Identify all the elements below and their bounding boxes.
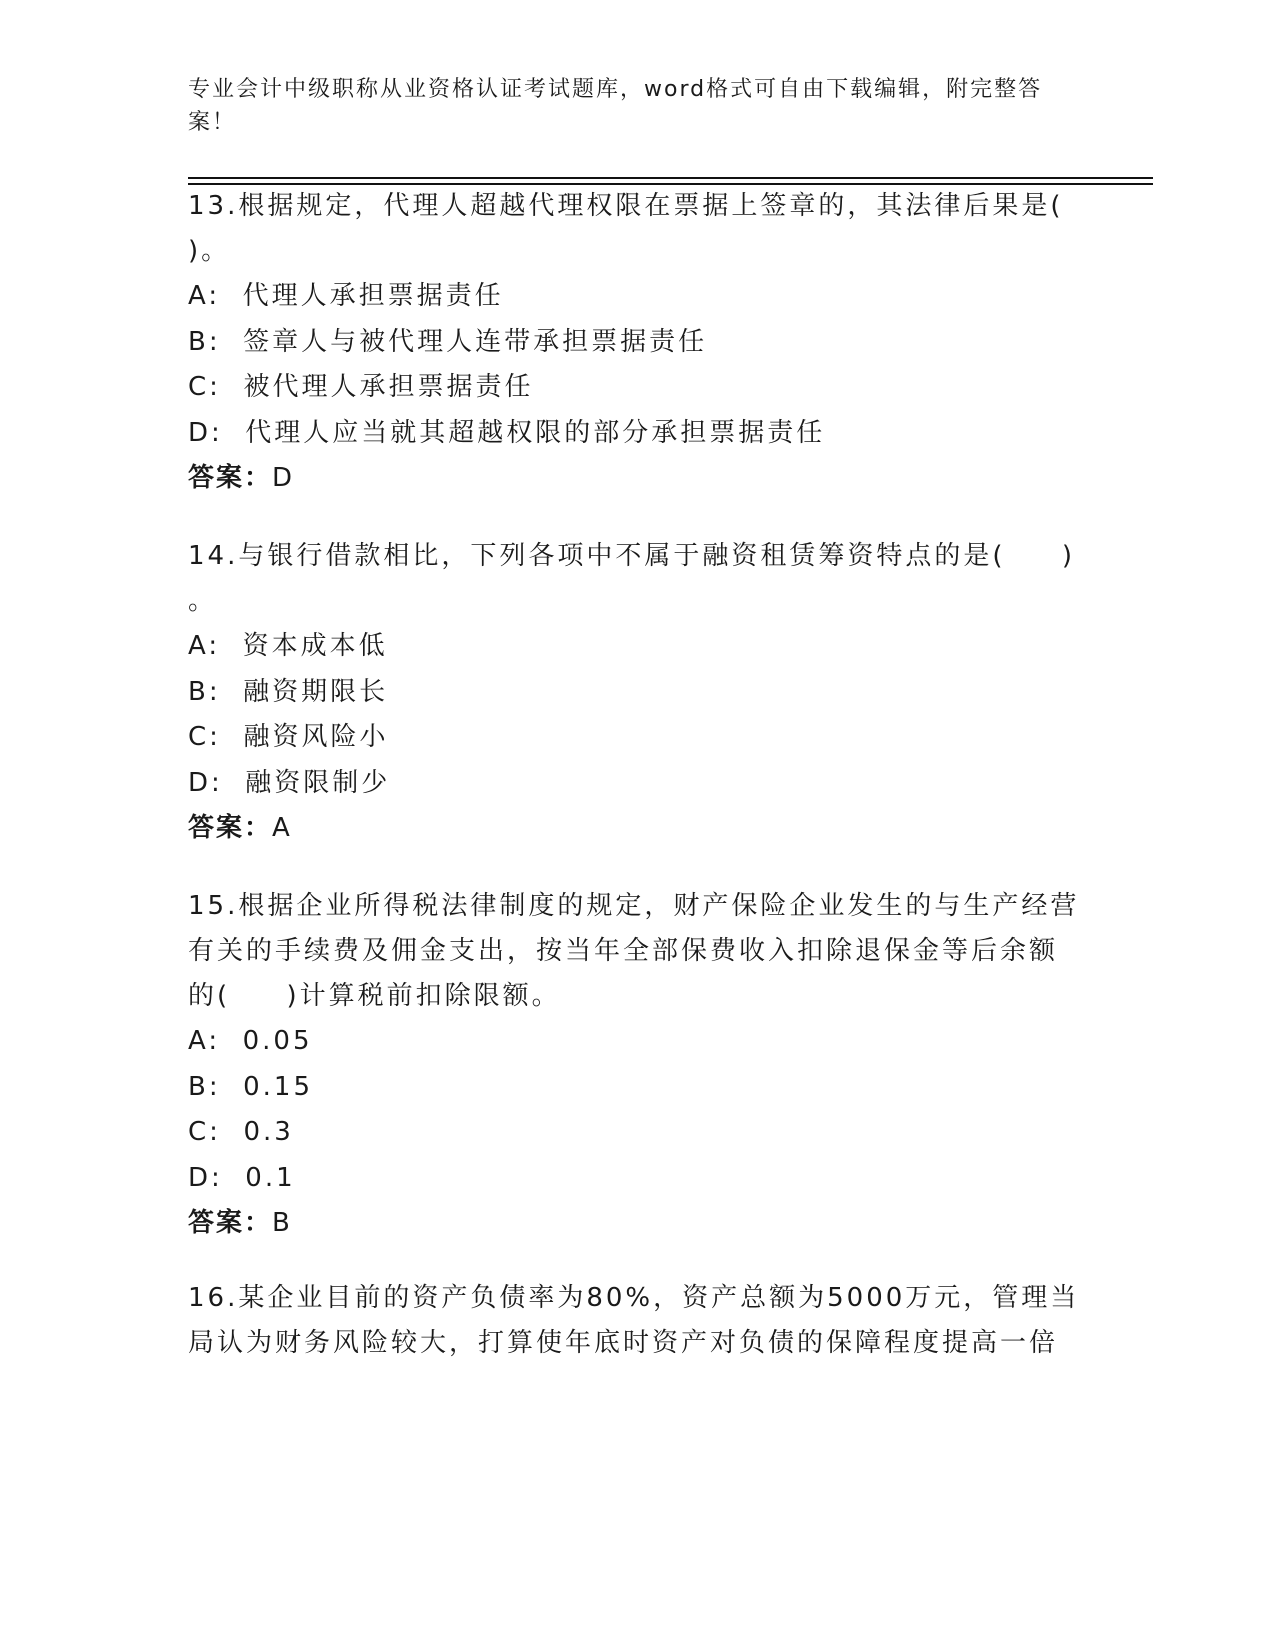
answer-label: 答案： [188,813,273,843]
option-d: D: 融资限制少 [188,767,391,798]
question-stem: 14.与银行借款相比，下列各项中不属于融资租赁筹资特点的是( ) 。 [188,541,1075,616]
option-b: B: 融资期限长 [188,676,389,707]
answer-label: 答案： [188,1208,273,1238]
question-15 [188,884,1088,1246]
answer-label: 答案： [188,463,273,493]
question-13 [188,184,1088,501]
option-b: B: 0.15 [188,1071,314,1102]
option-c: C: 被代理人承担票据责任 [188,372,534,402]
answer-line [188,806,1088,851]
option-a: A: 0.05 [188,1026,313,1056]
answer-line [188,1201,1088,1246]
answer-value: B [272,1208,292,1238]
option-d: D: 0.1 [188,1162,296,1193]
answer-value: D [272,463,295,493]
question-stem: 13.根据规定，代理人超越代理权限在票据上签章的，其法律后果是( )。 [188,191,1064,266]
answer-line [188,456,1088,501]
answer-value: A [272,813,292,843]
option-b: B: 签章人与被代理人连带承担票据责任 [188,326,708,357]
question-stem: 16.某企业目前的资产负债率为80%，资产总额为5000万元，管理当 局认为财务风险较大，打算使年底时资产对负债的保障程度提高一倍 [188,1283,1080,1358]
option-a: A: 资本成本低 [188,631,388,661]
question-stem: 15.根据企业所得税法律制度的规定，财产保险企业发生的与生产经营 有关的手续费及佣金支出，按当年全部保费收入扣除退保金等后余额 的( )计算税前扣除限额。 [188,891,1080,1011]
header-rule-top [188,177,1153,179]
document-header: 专业会计中级职称从业资格认证考试题库，word格式可自由下载编辑，附完整答案！ [188,77,1043,135]
option-c: C: 0.3 [188,1117,294,1147]
question-16 [188,1276,1088,1366]
question-14 [188,534,1088,851]
option-a: A: 代理人承担票据责任 [188,281,504,311]
option-c: C: 融资风险小 [188,722,389,752]
option-d: D: 代理人应当就其超越权限的部分承担票据责任 [188,417,826,448]
